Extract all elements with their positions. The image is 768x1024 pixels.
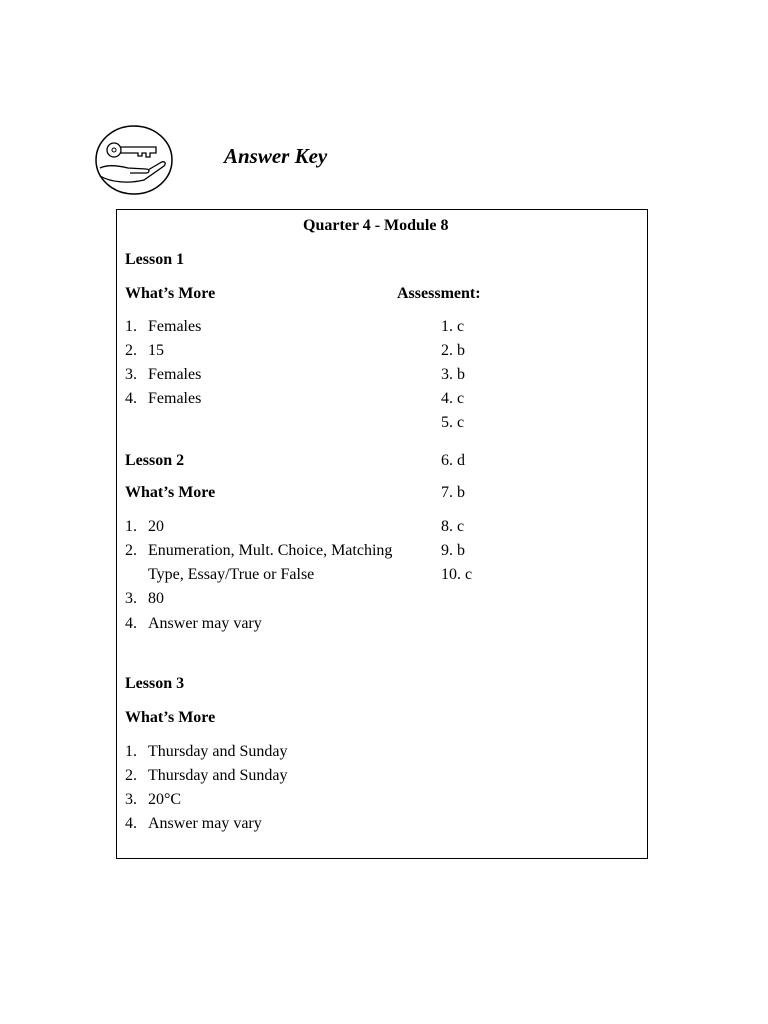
list-item: 2. Thursday and Sunday xyxy=(125,767,288,784)
assessment-heading: Assessment: xyxy=(397,285,481,302)
list-item: 4. Females xyxy=(125,390,202,407)
assessment-item: 6. d xyxy=(441,452,465,469)
list-item-continuation: Type, Essay/True or False xyxy=(148,566,315,583)
lesson1-subheading: What’s More xyxy=(125,285,216,302)
assessment-item: 9. b xyxy=(441,542,465,559)
assessment-item: 8. c xyxy=(441,518,465,535)
list-item: 1. Thursday and Sunday xyxy=(125,743,288,760)
lesson3-subheading: What’s More xyxy=(125,709,216,726)
lesson1-heading: Lesson 1 xyxy=(125,251,185,268)
lesson2-heading: Lesson 2 xyxy=(125,452,185,469)
assessment-item: 5. c xyxy=(441,414,465,431)
key-in-hand-icon xyxy=(94,124,174,196)
lesson3-heading: Lesson 3 xyxy=(125,675,185,692)
list-item: 1. Females xyxy=(125,318,202,335)
list-item: 2. 15 xyxy=(125,342,164,359)
list-item: 4. Answer may vary xyxy=(125,615,262,632)
assessment-item: 4. c xyxy=(441,390,465,407)
assessment-item: 10. c xyxy=(441,566,473,583)
lesson2-subheading: What’s More xyxy=(125,484,216,501)
list-item: 3. 20°C xyxy=(125,791,182,808)
list-item: 2. Enumeration, Mult. Choice, Matching xyxy=(125,542,393,559)
assessment-item: 2. b xyxy=(441,342,465,359)
page-title: Answer Key xyxy=(224,144,328,168)
answer-key-box xyxy=(116,209,648,859)
list-item: 3. 80 xyxy=(125,590,164,607)
list-item: 1. 20 xyxy=(125,518,164,535)
list-item: 4. Answer may vary xyxy=(125,815,262,832)
assessment-item: 3. b xyxy=(441,366,465,383)
module-title: Quarter 4 - Module 8 xyxy=(303,217,449,234)
list-item: 3. Females xyxy=(125,366,202,383)
assessment-item: 7. b xyxy=(441,484,465,501)
assessment-item: 1. c xyxy=(441,318,465,335)
